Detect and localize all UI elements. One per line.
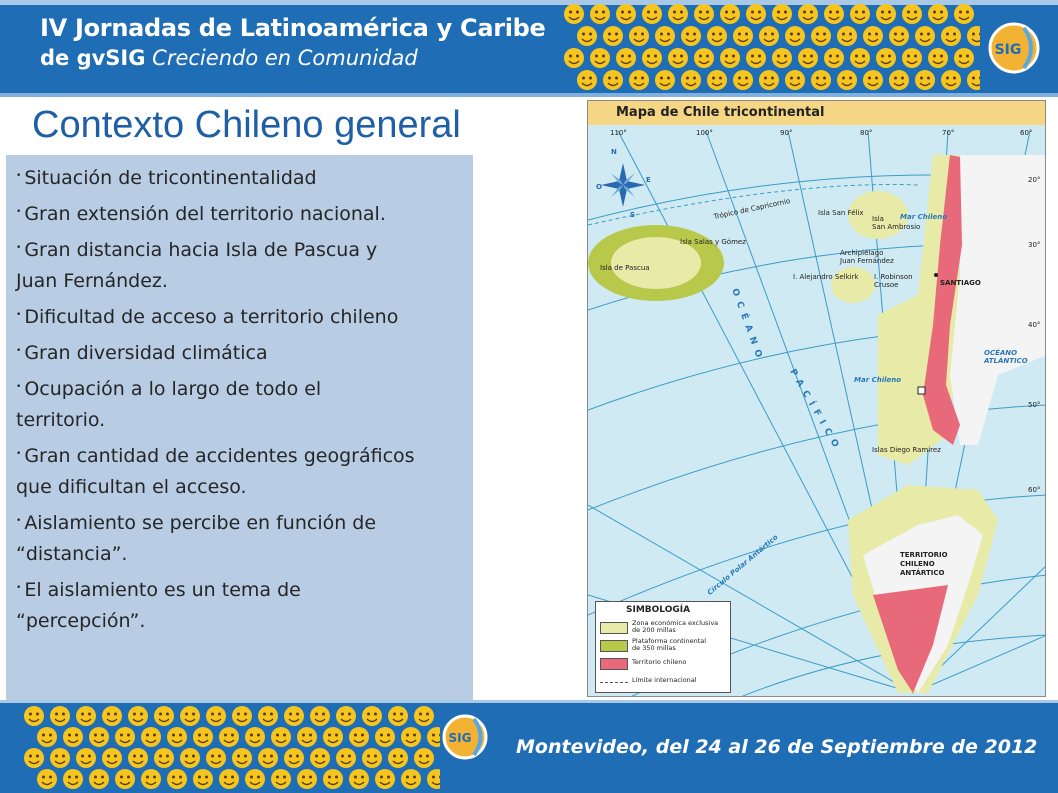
smiley-face-icon [954, 4, 974, 24]
compass-e-label: E [646, 176, 651, 184]
smiley-face-icon [928, 4, 948, 24]
tropic-label: Trópico de Capricornio [713, 196, 791, 222]
lon-label: 60° [1020, 129, 1033, 137]
legend-label: Plataforma continental de 350 millas [632, 637, 707, 652]
bullet-dot-icon: • [16, 243, 22, 253]
smiley-face-icon [863, 70, 883, 90]
smiley-face-icon [785, 26, 805, 46]
bullet-dot-icon: • [16, 207, 22, 217]
smiley-face-icon [414, 748, 434, 768]
smiley-face-icon [668, 4, 688, 24]
lon-label: 110° [610, 129, 627, 137]
smiley-face-icon [24, 706, 44, 726]
smiley-face-icon [876, 48, 896, 68]
sig-logo-text: SIG [448, 731, 472, 745]
robinson-crusoe-label: I. Robinson Crusoe [874, 273, 913, 289]
smiley-face-icon [349, 727, 369, 747]
smiley-face-icon [694, 4, 714, 24]
smiley-face-icon [642, 48, 662, 68]
smiley-face-icon [837, 70, 857, 90]
legend-line [600, 682, 628, 683]
header-banner [0, 0, 1058, 97]
event-subtitle: Creciendo en Comunidad [152, 46, 418, 70]
bullet-text: El aislamiento es un tema de “percepción”. [16, 579, 301, 632]
mar-chileno-label-2: Mar Chileno [854, 376, 902, 384]
lon-label: 70° [942, 129, 955, 137]
lat-label: 40° [1028, 321, 1041, 329]
bullet-text: Aislamiento se percibe en función de “distancia”. [16, 512, 377, 565]
slide-title: Contexto Chileno general [32, 104, 461, 146]
bullet-dot-icon: • [16, 382, 22, 392]
legend-label: Zona económica exclusiva de 200 millas [632, 619, 719, 634]
compass-o-label: O [596, 183, 602, 191]
smiley-face-icon [668, 48, 688, 68]
compass-n-label: N [611, 148, 617, 156]
smiley-face-icon [616, 4, 636, 24]
bullet-dot-icon: • [16, 310, 22, 320]
smiley-face-icon [941, 26, 961, 46]
smiley-face-icon [128, 706, 148, 726]
bullet-text: Gran distancia hacia Isla de Pascua y Juan Fernández. [16, 239, 378, 292]
legend-swatch [600, 622, 628, 634]
smiley-face-icon [629, 70, 649, 90]
smiley-face-icon [63, 727, 83, 747]
smiley-face-icon [564, 48, 584, 68]
oceano-pacifico-label-2: PACÍFICO [787, 367, 844, 455]
smiley-face-icon [76, 748, 96, 768]
alejandro-selkirk-label: I. Alejandro Selkirk [793, 273, 859, 281]
smiley-face-icon [76, 706, 96, 726]
smiley-face-icon [180, 706, 200, 726]
smiley-face-icon [284, 706, 304, 726]
smiley-face-icon [824, 48, 844, 68]
circulo-polar-label: Círculo Polar Antártico [705, 533, 780, 597]
smiley-face-icon [245, 769, 265, 789]
smiley-face-icon [206, 748, 226, 768]
smiley-face-icon [785, 70, 805, 90]
bullet-item [16, 508, 466, 570]
smiley-face-icon [362, 706, 382, 726]
smiley-face-icon [37, 769, 57, 789]
smiley-face-icon [297, 769, 317, 789]
smiley-pattern-bottom [20, 704, 440, 790]
bullet-text: Ocupación a lo largo de todo el territorio. [16, 378, 322, 431]
smiley-face-icon [50, 748, 70, 768]
smiley-face-icon [590, 4, 610, 24]
smiley-face-icon [310, 748, 330, 768]
smiley-face-icon [388, 706, 408, 726]
bullet-dot-icon: • [16, 583, 22, 593]
smiley-face-icon [811, 70, 831, 90]
legend-item [600, 620, 730, 634]
map-legend [595, 601, 731, 693]
smiley-face-icon [798, 48, 818, 68]
lat-label: 20° [1028, 176, 1041, 184]
bullet-box [6, 155, 473, 700]
smiley-face-icon [167, 727, 187, 747]
smiley-pattern-top [560, 2, 980, 94]
header-stripe-bottom [0, 93, 1058, 97]
smiley-face-icon [759, 70, 779, 90]
smiley-face-icon [219, 727, 239, 747]
smiley-face-icon [720, 48, 740, 68]
bullet-item [16, 235, 466, 297]
smiley-face-icon [375, 769, 395, 789]
bullet-text: Gran cantidad de accidentes geográficos que dificultan el acceso. [16, 445, 415, 498]
map-title: Mapa de Chile tricontinental [616, 105, 825, 120]
smiley-face-icon [967, 26, 980, 46]
legend-swatch [600, 640, 628, 652]
smiley-face-icon [733, 70, 753, 90]
legend-label: Territorio chileno [632, 658, 687, 666]
smiley-face-icon [590, 48, 610, 68]
smiley-face-icon [414, 706, 434, 726]
smiley-face-icon [694, 48, 714, 68]
isla-salas-label: Isla Salas y Gómez [680, 238, 746, 246]
smiley-face-icon [746, 48, 766, 68]
bullet-text: Gran diversidad climática [24, 342, 268, 364]
smiley-face-icon [427, 769, 440, 789]
smiley-face-icon [63, 769, 83, 789]
bullet-list [16, 163, 466, 642]
smiley-face-icon [681, 26, 701, 46]
smiley-face-icon [902, 4, 922, 24]
smiley-face-icon [603, 26, 623, 46]
smiley-face-icon [427, 727, 440, 747]
bullet-item [16, 575, 466, 637]
bullet-item [16, 374, 466, 436]
smiley-face-icon [655, 26, 675, 46]
smiley-face-icon [603, 70, 623, 90]
footer-banner [0, 700, 1058, 793]
smiley-face-icon [401, 727, 421, 747]
compass-s-label: S [630, 211, 636, 219]
territorio-antartico-label: TERRITORIO CHILENO ANTÁRTICO [900, 551, 948, 577]
smiley-face-icon [863, 26, 883, 46]
bullet-text: Situación de tricontinentalidad [24, 167, 317, 189]
smiley-face-icon [616, 48, 636, 68]
smiley-face-icon [388, 748, 408, 768]
smiley-face-icon [837, 26, 857, 46]
legend-title: SIMBOLOGÍA [626, 605, 691, 615]
lat-label: 50° [1028, 401, 1041, 409]
smiley-face-icon [258, 748, 278, 768]
smiley-face-icon [824, 4, 844, 24]
smiley-face-icon [772, 4, 792, 24]
smiley-face-icon [564, 4, 584, 24]
smiley-face-icon [167, 769, 187, 789]
smiley-face-icon [102, 748, 122, 768]
smiley-face-icon [102, 706, 122, 726]
bullet-text: Dificultad de acceso a territorio chileno [24, 306, 399, 328]
smiley-face-icon [284, 748, 304, 768]
bullet-dot-icon: • [16, 346, 22, 356]
smiley-face-icon [258, 706, 278, 726]
event-title-line1: IV Jornadas de Latinoamérica y Caribe [40, 14, 546, 42]
chile-map [587, 100, 1046, 697]
smiley-face-icon [336, 748, 356, 768]
smiley-face-icon [707, 70, 727, 90]
santiago-label: SANTIAGO [940, 279, 981, 287]
bullet-dot-icon: • [16, 516, 22, 526]
bullet-item [16, 302, 466, 333]
smiley-face-icon [193, 727, 213, 747]
mar-chileno-label: Mar Chileno [900, 213, 948, 221]
smiley-face-icon [720, 4, 740, 24]
smiley-face-icon [967, 70, 980, 90]
smiley-face-icon [89, 727, 109, 747]
smiley-face-icon [310, 706, 330, 726]
smiley-face-icon [37, 727, 57, 747]
smiley-face-icon [954, 48, 974, 68]
smiley-face-icon [772, 48, 792, 68]
legend-item [600, 638, 730, 652]
smiley-face-icon [889, 26, 909, 46]
smiley-face-icon [941, 70, 961, 90]
smiley-face-icon [362, 748, 382, 768]
smiley-face-icon [850, 48, 870, 68]
event-title-line2 [40, 46, 418, 70]
smiley-face-icon [154, 748, 174, 768]
smiley-face-icon [115, 727, 135, 747]
smiley-face-icon [141, 727, 161, 747]
smiley-face-icon [915, 26, 935, 46]
smiley-face-icon [206, 706, 226, 726]
event-date-location: Montevideo, del 24 al 26 de Septiembre de 2012 [516, 736, 1038, 758]
smiley-face-icon [798, 4, 818, 24]
smiley-face-icon [850, 4, 870, 24]
smiley-face-icon [681, 70, 701, 90]
smiley-face-icon [655, 70, 675, 90]
bullet-dot-icon: • [16, 449, 22, 459]
smiley-face-icon [928, 48, 948, 68]
lat-label: 30° [1028, 241, 1041, 249]
smiley-face-icon [141, 769, 161, 789]
smiley-face-icon [577, 70, 597, 90]
isla-san-felix-label: Isla San Félix [818, 209, 864, 217]
smiley-face-icon [707, 26, 727, 46]
smiley-face-icon [180, 748, 200, 768]
bullet-item [16, 199, 466, 230]
oceano-pacifico-label-1: OCÉANO [729, 287, 766, 365]
lat-label: 60° [1028, 486, 1041, 494]
isla-pascua-label: Isla de Pascua [600, 264, 650, 272]
legend-label: Límite internacional [632, 676, 697, 684]
sig-logo-icon [440, 712, 490, 762]
smiley-face-icon [271, 769, 291, 789]
smiley-face-icon [915, 70, 935, 90]
smiley-face-icon [733, 26, 753, 46]
smiley-face-icon [154, 706, 174, 726]
legend-swatch [600, 658, 628, 670]
oceano-atlantico-label: OCÉANO ATLÁNTICO [984, 349, 1028, 365]
smiley-face-icon [115, 769, 135, 789]
archipielago-label: Archipiélago Juan Fernández [840, 249, 894, 265]
footer-stripe-top [0, 700, 1058, 703]
bullet-dot-icon: • [16, 171, 22, 181]
isla-san-ambrosio-label: Isla San Ambrosio [872, 215, 921, 231]
bullet-item [16, 338, 466, 369]
smiley-face-icon [219, 769, 239, 789]
smiley-face-icon [577, 26, 597, 46]
lon-label: 80° [860, 129, 873, 137]
smiley-face-icon [759, 26, 779, 46]
smiley-face-icon [375, 727, 395, 747]
smiley-face-icon [271, 727, 291, 747]
smiley-face-icon [336, 706, 356, 726]
bullet-text: Gran extensión del territorio nacional. [24, 203, 386, 225]
smiley-face-icon [349, 769, 369, 789]
smiley-face-icon [50, 706, 70, 726]
event-title-gvsig: de gvSIG [40, 46, 146, 70]
legend-item [600, 656, 730, 670]
islas-diego-ramirez-label: Islas Diego Ramírez [872, 446, 941, 454]
smiley-face-icon [24, 748, 44, 768]
smiley-face-icon [297, 727, 317, 747]
smiley-face-icon [128, 748, 148, 768]
smiley-face-icon [642, 4, 662, 24]
smiley-face-icon [232, 706, 252, 726]
smiley-face-icon [746, 4, 766, 24]
smiley-face-icon [811, 26, 831, 46]
smiley-face-icon [401, 769, 421, 789]
bullet-item [16, 163, 466, 194]
smiley-face-icon [89, 769, 109, 789]
smiley-face-icon [323, 727, 343, 747]
lon-label: 90° [780, 129, 793, 137]
sig-logo-icon [986, 20, 1042, 76]
smiley-face-icon [245, 727, 265, 747]
smiley-face-icon [876, 4, 896, 24]
smiley-face-icon [232, 748, 252, 768]
sig-logo-text: SIG [994, 42, 1022, 58]
smiley-face-icon [193, 769, 213, 789]
smiley-face-icon [323, 769, 343, 789]
lon-label: 100° [696, 129, 713, 137]
smiley-face-icon [902, 48, 922, 68]
legend-item [600, 674, 730, 688]
smiley-face-icon [889, 70, 909, 90]
bullet-item [16, 441, 466, 503]
smiley-face-icon [629, 26, 649, 46]
